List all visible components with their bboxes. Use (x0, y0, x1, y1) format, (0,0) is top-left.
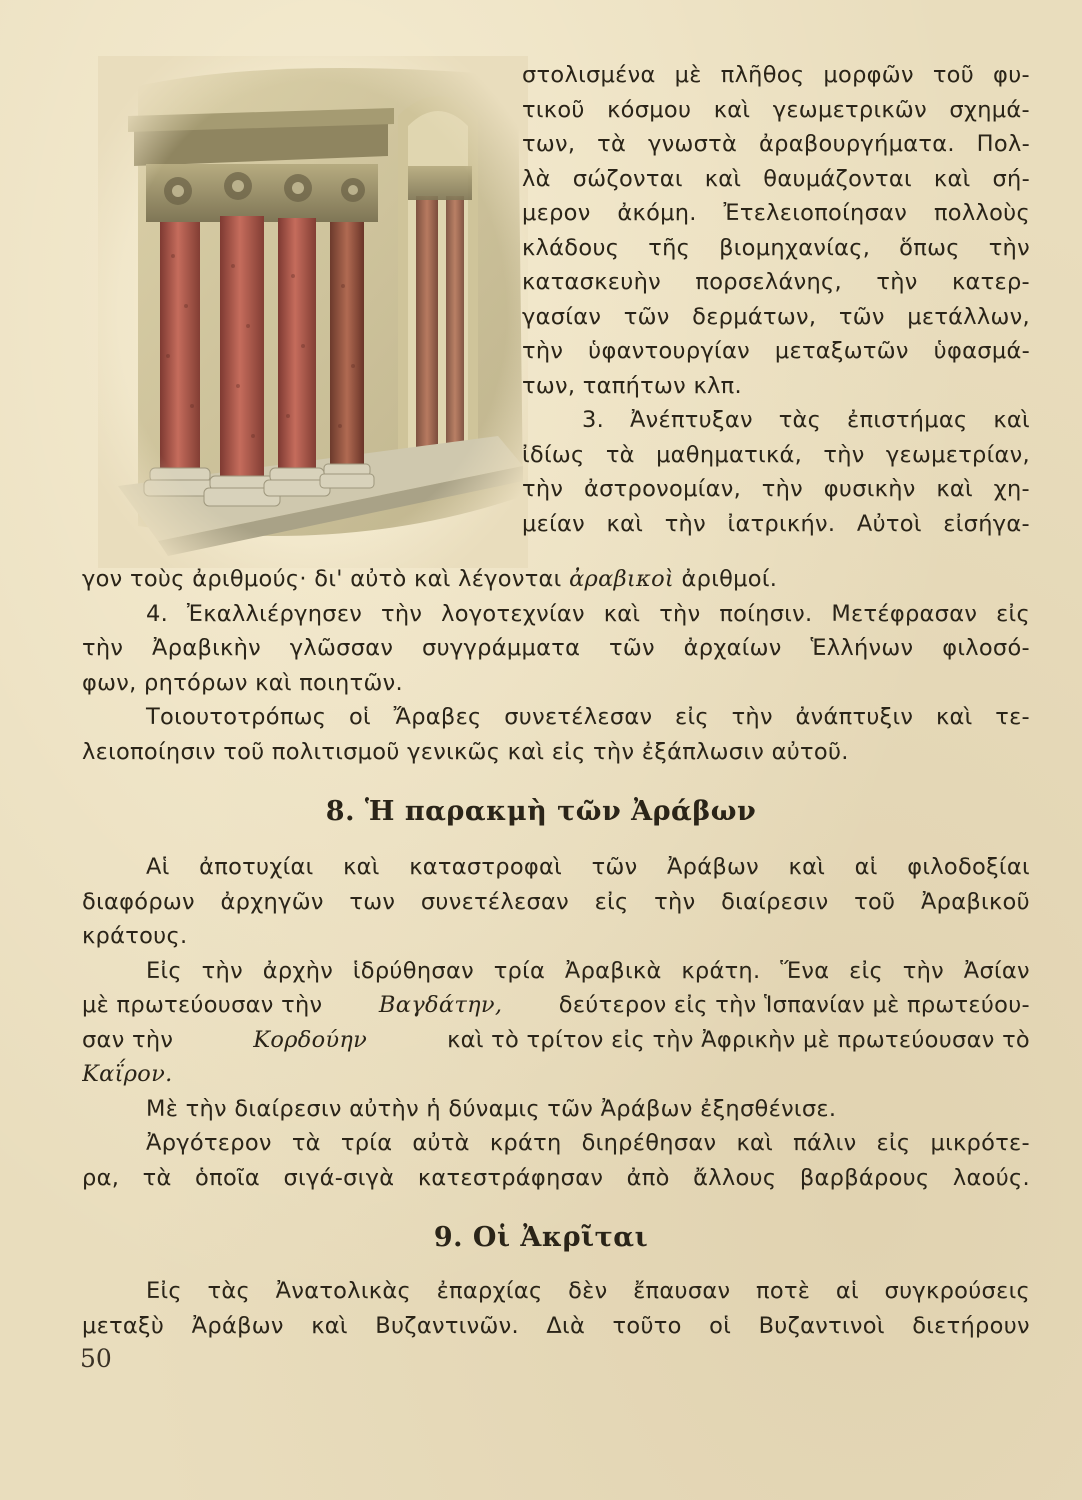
word: πολλοὺς (933, 200, 1030, 226)
word: Διὰ (546, 1312, 586, 1339)
word: Αὐτοὶ (856, 510, 922, 537)
word: τε- (995, 704, 1030, 730)
word: τὴν (522, 476, 564, 502)
text-run: ἀριθμοί. (681, 566, 778, 592)
word: γεωμετρίαν, (885, 441, 1030, 468)
city-name-baghdad: Βαγδάτην, (378, 992, 503, 1018)
word: εἰς (675, 704, 709, 730)
word: τὴν (381, 600, 423, 627)
word: γνωστὰ (647, 131, 738, 157)
text-line: των, ταπήτων κλπ. (522, 372, 742, 399)
word: μορφῶν (823, 62, 914, 88)
text-line (522, 507, 1030, 542)
word: αἱ (835, 1278, 859, 1304)
word: τὰς (778, 407, 822, 433)
text-line (522, 127, 1030, 162)
word: εἰς (849, 957, 883, 984)
word: τὰς (207, 1278, 251, 1304)
word: τὴν (731, 704, 773, 730)
word: μεταξὺ (82, 1312, 165, 1339)
word: καὶ (993, 407, 1030, 433)
word: καὶ (603, 600, 641, 627)
word: Εἰς (146, 1278, 182, 1304)
word: ὁποῖα (195, 1164, 261, 1191)
word: οἱ (709, 1312, 732, 1339)
section-heading-8: 8. Ἡ παρακμὴ τῶν Ἀράβων (325, 796, 757, 827)
text-line (522, 438, 1030, 473)
word: Ἀραβικὰ (564, 957, 662, 984)
word: τὴν (902, 957, 945, 984)
word: ὅπως (899, 234, 960, 261)
word: φυσικὴν (823, 476, 916, 502)
text-line (82, 1057, 1030, 1092)
word: ἐπαρχίας (436, 1278, 543, 1304)
word: σιγά-σιγὰ (283, 1164, 395, 1191)
text-line (82, 1161, 1030, 1196)
word: γεωμετρικῶν (772, 96, 927, 123)
word: λαούς. (952, 1164, 1030, 1191)
word: καὶ (935, 704, 973, 730)
word: τὰ (291, 1130, 321, 1156)
word: ἀνάπτυξιν (795, 704, 914, 730)
word: ἀπὸ (626, 1164, 670, 1191)
word: καὶ (606, 510, 644, 537)
word: των, (522, 131, 576, 157)
word: τὰ (142, 1164, 172, 1191)
word: ρα, (82, 1164, 120, 1191)
word: ὑφαντουργίαν (588, 338, 750, 364)
word: τὴν (522, 338, 564, 364)
word: φιλοδοξίαι (907, 854, 1030, 880)
word: γασίαν (522, 303, 602, 330)
text-line (82, 1274, 1030, 1309)
text-run: σαν τὴν (82, 1026, 174, 1053)
word: τὴν (876, 269, 918, 295)
city-name-cairo: Καΐρον. (82, 1061, 173, 1087)
word: τικοῦ (522, 96, 585, 123)
word: καὶ (933, 165, 971, 192)
word: 3. (582, 407, 605, 433)
word: οἱ (348, 704, 371, 730)
word: καὶ (713, 96, 751, 123)
word: Μετέφρασαν (831, 600, 978, 627)
word: ἀστρονομίαν, (583, 476, 742, 502)
word: τοῦ (854, 888, 896, 915)
word: δερμάτων, (692, 303, 817, 330)
text-line (82, 1126, 1030, 1161)
word: κατερ- (951, 269, 1030, 295)
word: τῶν (608, 635, 655, 661)
word: συγκρούσεις (884, 1278, 1030, 1304)
word: σχημά- (949, 96, 1030, 123)
word: τοῦ (932, 62, 975, 88)
word: τὴν (823, 441, 865, 468)
word: λὰ (522, 165, 551, 192)
text-line (522, 58, 1030, 93)
word: ἔπαυσαν (633, 1278, 731, 1304)
text-line (522, 93, 1030, 128)
text-line (522, 472, 1030, 507)
word: τὴν (761, 476, 804, 502)
text-line (522, 334, 1030, 369)
word: ποίησιν. (719, 600, 813, 627)
word: τρία (340, 1130, 393, 1156)
text-line (82, 700, 1030, 735)
word: σή- (992, 165, 1030, 192)
text-line (522, 196, 1030, 231)
word: τὴν (654, 888, 696, 915)
text-line: κράτους. (82, 923, 188, 949)
word: Ἀνατολικὰς (275, 1278, 411, 1304)
word: ἐπιστήμας (847, 407, 968, 433)
word: Βυζαντινῶν. (375, 1312, 519, 1339)
word: σώζονται (572, 165, 683, 192)
text-run: μὲ πρωτεύουσαν τὴν (82, 992, 323, 1018)
word: Πολ- (976, 131, 1030, 157)
word: καὶ (736, 1130, 774, 1156)
section-9-text (82, 1274, 1030, 1343)
text-line: φων, ρητόρων καὶ ποιητῶν. (82, 669, 403, 696)
word: Αἱ (146, 854, 170, 880)
word: καὶ (704, 165, 742, 192)
word: κράτη (489, 1130, 562, 1156)
word: διαφόρων (82, 888, 195, 915)
word: Ἀραβικὴν (152, 635, 262, 661)
word: ἄλλους (693, 1164, 777, 1191)
word: τὰ (605, 441, 635, 468)
word: συνετέλεσαν (420, 888, 570, 915)
word: τὴν (82, 635, 124, 661)
word: Ἀραβικοῦ (920, 888, 1030, 915)
text-line (82, 988, 1030, 1023)
word: τρία (493, 957, 546, 984)
word: καὶ (311, 1312, 348, 1339)
word: εἰς (594, 888, 629, 915)
word: ἀρχαίων (683, 635, 782, 661)
word: αἱ (854, 854, 878, 880)
text-line (522, 300, 1030, 335)
word: Εἰς (146, 957, 182, 984)
word: ποτὲ (756, 1278, 811, 1304)
section-heading-9: 9. Οἱ Ἀκρῖται (433, 1222, 649, 1253)
word: ἱδρύθησαν (352, 957, 474, 984)
word: μικρότε- (930, 1130, 1030, 1156)
text-line (82, 562, 1030, 597)
text-run: καὶ τὸ τρίτον εἰς τὴν Ἀφρικὴν μὲ πρωτεύουσαν τὸ (447, 1026, 1030, 1053)
word: Ἑλλήνων (810, 635, 914, 661)
word: τῶν (623, 303, 670, 330)
word: εἰς (876, 1130, 911, 1156)
word: μαθηματικά, (656, 441, 803, 468)
text-line (522, 265, 1030, 300)
word: χη- (993, 476, 1030, 502)
word: 4. (146, 600, 169, 627)
word: τὴν (664, 510, 706, 537)
word: ἀρχὴν (262, 957, 334, 984)
text-line (82, 885, 1030, 920)
text-line (82, 954, 1030, 989)
word: ἀκόμη. (617, 200, 697, 226)
word: μὲ (674, 62, 702, 88)
word: καὶ (936, 476, 973, 502)
text-line (82, 597, 1030, 632)
word: κόσμου (607, 96, 692, 123)
word: Τοιουτοτρόπως (146, 704, 327, 730)
text-run: δεύτερον εἰς τὴν Ἱσπανίαν μὲ πρωτεύου- (558, 992, 1030, 1018)
word: ἀποτυχίαι (199, 854, 314, 880)
word: λογοτεχνίαν (441, 600, 585, 627)
word: εἰσήγα- (943, 510, 1030, 537)
word: Ἀράβων (191, 1312, 284, 1339)
text-line (82, 1023, 1030, 1058)
word: ἀρχηγῶν (220, 888, 324, 915)
italic-term: ἀραβικοὶ (569, 566, 675, 592)
text-line (82, 1309, 1030, 1344)
text-line: λειοποίησιν τοῦ πολιτισμοῦ γενικῶς καὶ εἰς τὴν ἐξάπλωσιν αὐτοῦ. (82, 738, 849, 765)
word: Ἀργότερον (146, 1130, 272, 1156)
word: βαρβάρους (799, 1164, 930, 1191)
word: κλάδους (522, 234, 620, 261)
word: τῆς (648, 234, 691, 261)
word: τὰ (597, 131, 627, 157)
text-line (522, 162, 1030, 197)
word: συγγράμματα (422, 635, 581, 661)
word: Ἀνέπτυξαν (629, 407, 753, 433)
text-run: γον τοὺς ἀριθμούς· δι' αὐτὸ καὶ λέγονται (82, 566, 562, 592)
word: καὶ (343, 854, 380, 880)
word: διαίρεσιν (721, 888, 829, 915)
word: ὑφασμά- (933, 338, 1030, 364)
word: μείαν (522, 510, 585, 537)
word: τὴν (201, 957, 243, 984)
word: πορσελάνης, (695, 269, 842, 295)
word: φυ- (993, 62, 1030, 88)
word: στολισμένα (522, 62, 656, 88)
word: διηρέθησαν (581, 1130, 717, 1156)
word: αὐτὰ (412, 1130, 470, 1156)
arabic-columns-illustration (98, 56, 528, 568)
word: μερον (522, 200, 591, 226)
word: τὴν (988, 234, 1030, 261)
word: ἀραβουργήματα. (759, 131, 955, 157)
text-line (522, 231, 1030, 266)
word: τῶν (591, 854, 638, 880)
word: Ἐκαλλιέργησεν (186, 600, 363, 627)
main-text-block (82, 562, 1030, 769)
word: συνετέλεσαν (504, 704, 653, 730)
word: εἰς (996, 600, 1030, 627)
word: μετάλλων, (907, 303, 1030, 330)
word: Ἀράβων (666, 854, 760, 880)
word: πάλιν (793, 1130, 857, 1156)
word: πλῆθος (720, 62, 805, 88)
word: κράτη. (681, 957, 761, 984)
word: γλῶσσαν (289, 635, 394, 661)
word: κατασκευὴν (522, 269, 661, 295)
word: Ἀσίαν (963, 957, 1030, 984)
word: ἰδίως (522, 441, 585, 468)
text-line: Μὲ τὴν διαίρεσιν αὐτὴν ἡ δύναμις τῶν Ἀράβων ἐξησθένισε. (146, 1095, 837, 1122)
word: τοῦτο (612, 1312, 682, 1339)
page-number: 50 (80, 1344, 112, 1373)
word: μεταξωτῶν (774, 338, 909, 364)
word: Βυζαντινοὶ (758, 1312, 885, 1339)
city-name-cordoba: Κορδούην (253, 1026, 368, 1053)
section-8-text (82, 850, 1030, 1195)
text-line (522, 403, 1030, 438)
word: φιλοσό- (942, 635, 1030, 661)
text-line (82, 631, 1030, 666)
word: Ἄραβες (393, 704, 482, 730)
word: ἰατρικήν. (727, 510, 836, 537)
word: καὶ (788, 854, 826, 880)
paragraph-beside-illustration (522, 58, 1030, 541)
word: Ἐτελειοποίησαν (723, 200, 908, 226)
word: βιομηχανίας, (719, 234, 871, 261)
word: καταστροφαὶ (409, 854, 563, 880)
word: διετήρουν (912, 1312, 1030, 1339)
word: θαυμάζονται (763, 165, 912, 192)
word: τῶν (838, 303, 885, 330)
text-line (82, 850, 1030, 885)
word: δὲν (568, 1278, 608, 1304)
word: Ἕνα (780, 957, 830, 984)
word: των (349, 888, 396, 915)
word: κατεστράφησαν (417, 1164, 604, 1191)
word: τὴν (659, 600, 701, 627)
